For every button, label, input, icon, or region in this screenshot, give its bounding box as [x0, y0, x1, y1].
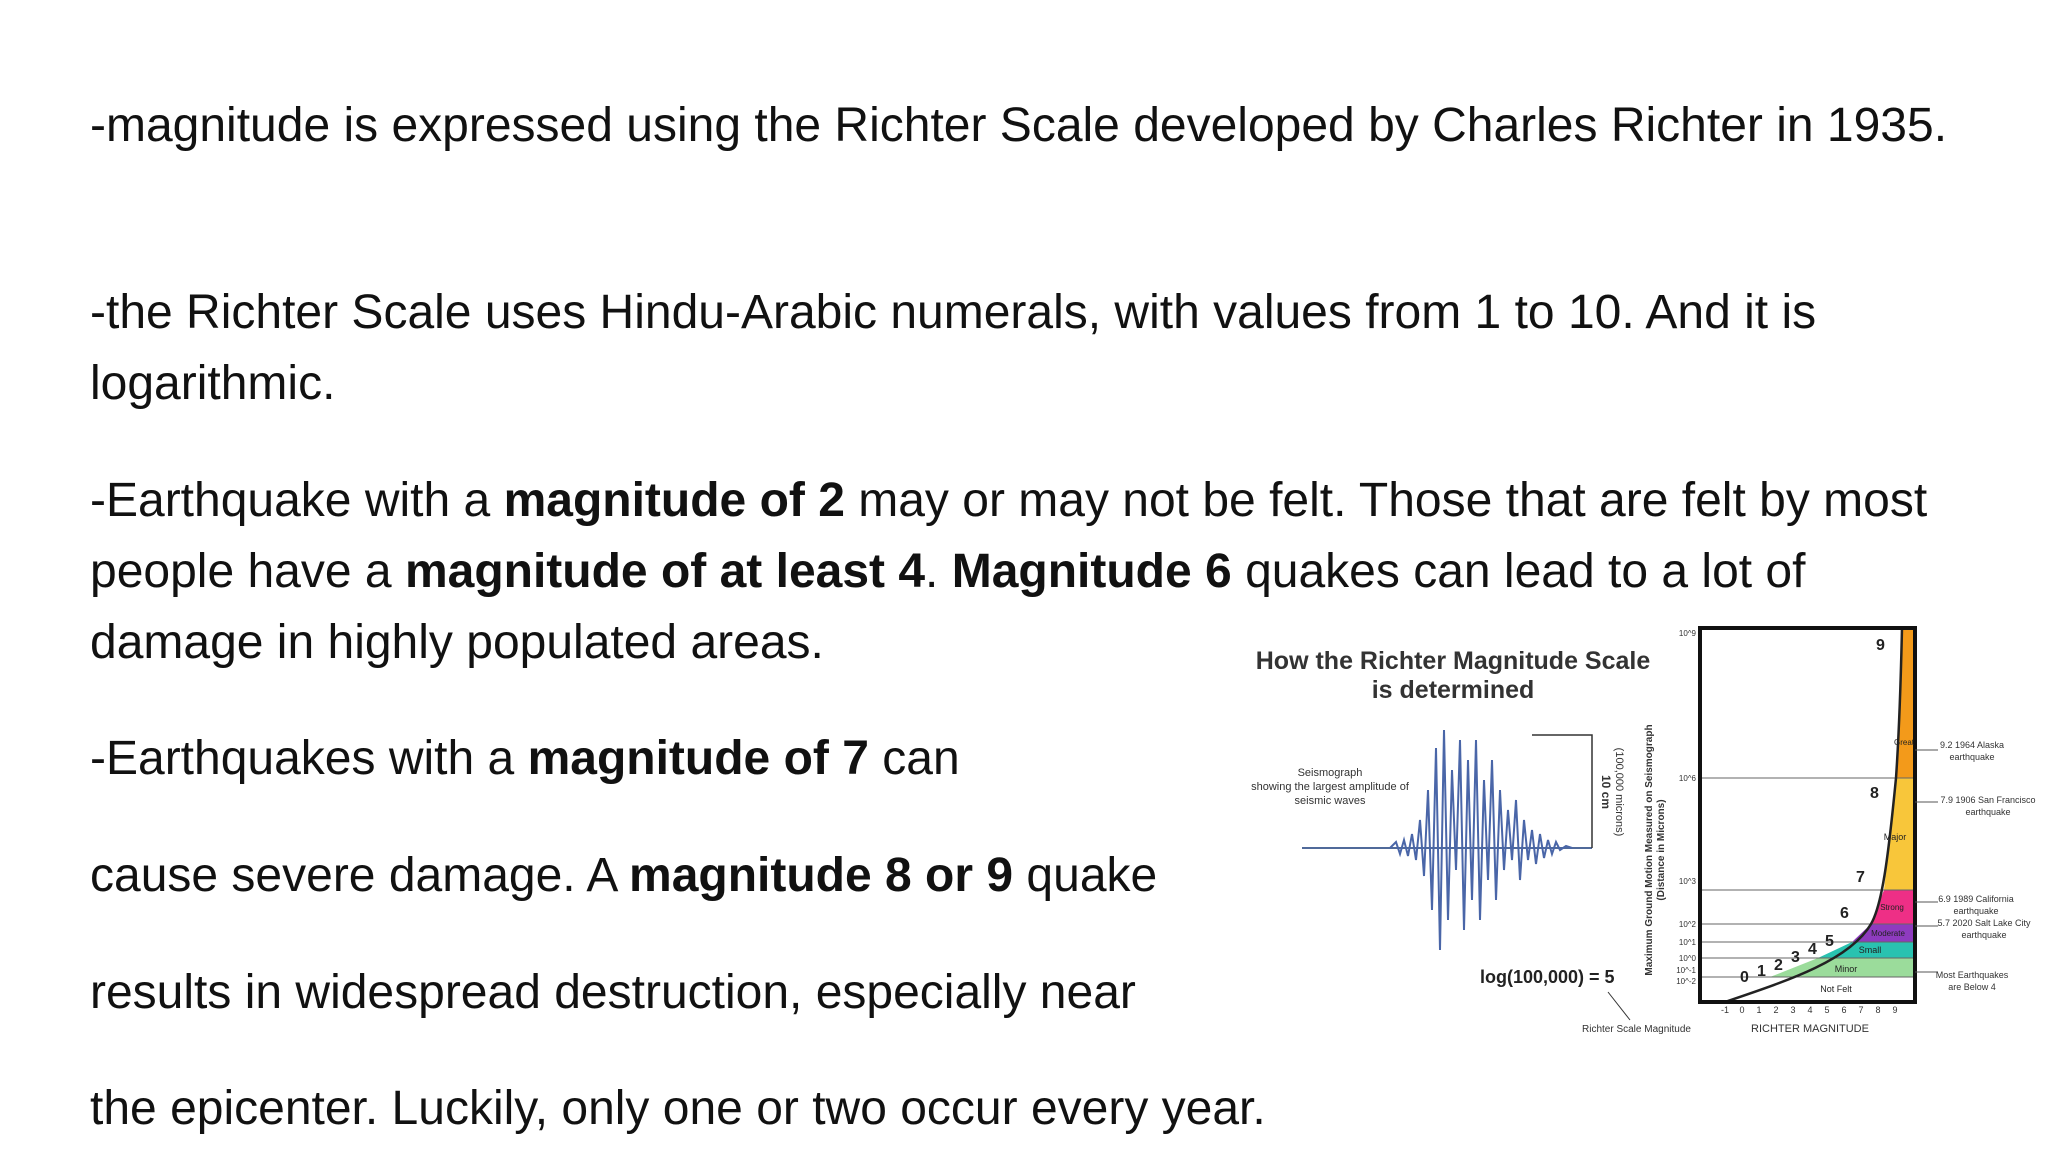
- y-tick-label: 10^6: [1678, 774, 1696, 783]
- x-tick-label: 7: [1858, 1005, 1864, 1015]
- paragraph-magnitude-richter: -magnitude is expressed using the Richter Scale developed by Charles Richter in 1935.: [90, 99, 1948, 152]
- seismograph-label: Seismograph: [1297, 767, 1363, 779]
- curve-number: 2: [1774, 957, 1783, 974]
- curve-number: 4: [1808, 941, 1817, 958]
- paragraph-severe-damage: [90, 840, 1157, 911]
- y-tick-label: 10^2: [1678, 920, 1696, 929]
- y-axis-label: Maximum Ground Motion Measured on Seismograph: [1644, 724, 1655, 976]
- paragraph-magnitude-7: [90, 723, 960, 794]
- figure-title: How the Richter Magnitude Scale: [1255, 647, 1651, 675]
- band-label-small: Small: [1858, 945, 1882, 955]
- text-run: .: [925, 545, 952, 598]
- x-tick-label: 2: [1773, 1005, 1779, 1015]
- text-run: -Earthquake with a: [90, 474, 504, 527]
- x-tick-label: 8: [1875, 1005, 1881, 1015]
- paragraph-epicenter: the epicenter. Luckily, only one or two occur every year.: [90, 1082, 1266, 1135]
- x-tick-label: 5: [1824, 1005, 1830, 1015]
- richter-scale-magnitude-label: Richter Scale Magnitude: [1582, 1024, 1691, 1035]
- log-formula: log(100,000) = 5: [1480, 967, 1615, 987]
- amplitude-sub-label: (100,000 microns): [1613, 747, 1625, 837]
- annotation-san-francisco: 7.9 1906 San Francisco: [1940, 795, 2036, 805]
- y-axis-label-unit: (Distance in Microns): [1656, 799, 1667, 901]
- band-label-strong: Strong: [1880, 903, 1904, 912]
- annotation-salt-lake-city: 5.7 2020 Salt Lake City: [1937, 918, 2031, 928]
- y-tick-label: 10^0: [1678, 954, 1696, 963]
- magnitude-chart: [1676, 628, 1915, 1035]
- figure-title-line2: is determined: [1371, 676, 1535, 704]
- x-tick-label: 1: [1756, 1005, 1762, 1015]
- text-run: quakes can lead to a lot of damage in highly populated areas.: [90, 545, 1806, 669]
- x-tick-label: 4: [1807, 1005, 1813, 1015]
- curve-number: 9: [1876, 637, 1885, 654]
- curve-number: 1: [1757, 963, 1766, 980]
- text-run-bold: Magnitude 6: [951, 545, 1232, 598]
- y-tick-label: 10^9: [1678, 629, 1696, 638]
- seismograph-label: showing the largest amplitude of: [1251, 781, 1409, 793]
- paragraph-widespread-destruction: results in widespread destruction, especially near: [90, 966, 1136, 1019]
- seismograph-trace: [1390, 730, 1572, 950]
- text-run-bold: magnitude 8 or 9: [629, 849, 1014, 902]
- x-tick-label: 9: [1892, 1005, 1898, 1015]
- band-label-not-felt: Not Felt: [1820, 984, 1852, 994]
- text-run: -Earthquakes with a: [90, 732, 528, 785]
- seismograph-label: seismic waves: [1294, 795, 1366, 807]
- curve-number: 6: [1840, 905, 1849, 922]
- x-tick-label: -1: [1720, 1005, 1730, 1015]
- text-run: cause severe damage. A: [90, 849, 630, 902]
- paragraph-richter-numerals: -the Richter Scale uses Hindu-Arabic numerals, with values from 1 to 10. And it is logarithmic.: [90, 286, 1817, 410]
- text-run-bold: magnitude of at least 4: [404, 545, 926, 598]
- annotation-alaska: 9.2 1964 Alaska: [1939, 740, 2005, 750]
- band-label-great: Great: [1893, 738, 1915, 747]
- text-run-bold: magnitude of 2: [503, 474, 845, 527]
- text-run-bold: magnitude of 7: [527, 732, 869, 785]
- x-axis-title: RICHTER MAGNITUDE: [1751, 1023, 1869, 1035]
- y-tick-label: 10^-2: [1676, 977, 1696, 986]
- annotation-california-sub: earthquake: [1953, 906, 1999, 916]
- curve-number: 5: [1825, 933, 1834, 950]
- annotation-salt-lake-city-sub: earthquake: [1961, 930, 2007, 940]
- band-label-major: Major: [1883, 832, 1907, 842]
- text-run: quake: [1013, 849, 1158, 902]
- y-tick-label: 10^-1: [1676, 966, 1696, 975]
- curve-number: 0: [1740, 969, 1749, 986]
- annotation-san-francisco-sub: earthquake: [1965, 807, 2011, 817]
- x-tick-label: 0: [1739, 1005, 1745, 1015]
- y-tick-label: 10^1: [1678, 938, 1696, 947]
- text-run: can: [868, 732, 960, 785]
- text-run: may or may not be felt. Those that are felt by most people have a: [90, 474, 1928, 598]
- amplitude-label: 10 cm: [1599, 774, 1613, 810]
- y-tick-label: 10^3: [1678, 877, 1696, 886]
- x-tick-label: 6: [1841, 1005, 1847, 1015]
- annotation-most-earthquakes: Most Earthquakes: [1935, 970, 2009, 980]
- curve-number: 7: [1856, 869, 1865, 886]
- annotation-alaska-sub: earthquake: [1949, 752, 1995, 762]
- band-label-minor: Minor: [1834, 964, 1858, 974]
- log-formula-pointer: [1608, 992, 1630, 1020]
- x-tick-label: 3: [1790, 1005, 1796, 1015]
- curve-number: 8: [1870, 785, 1879, 802]
- annotation-california: 6.9 1989 California: [1938, 894, 2014, 904]
- band-label-moderate: Moderate: [1871, 929, 1905, 938]
- curve-number: 3: [1791, 949, 1800, 966]
- amplitude-bracket: [1532, 735, 1592, 848]
- richter-scale-figure: [1251, 620, 2040, 1040]
- annotation-most-earthquakes-sub: are Below 4: [1948, 982, 1996, 992]
